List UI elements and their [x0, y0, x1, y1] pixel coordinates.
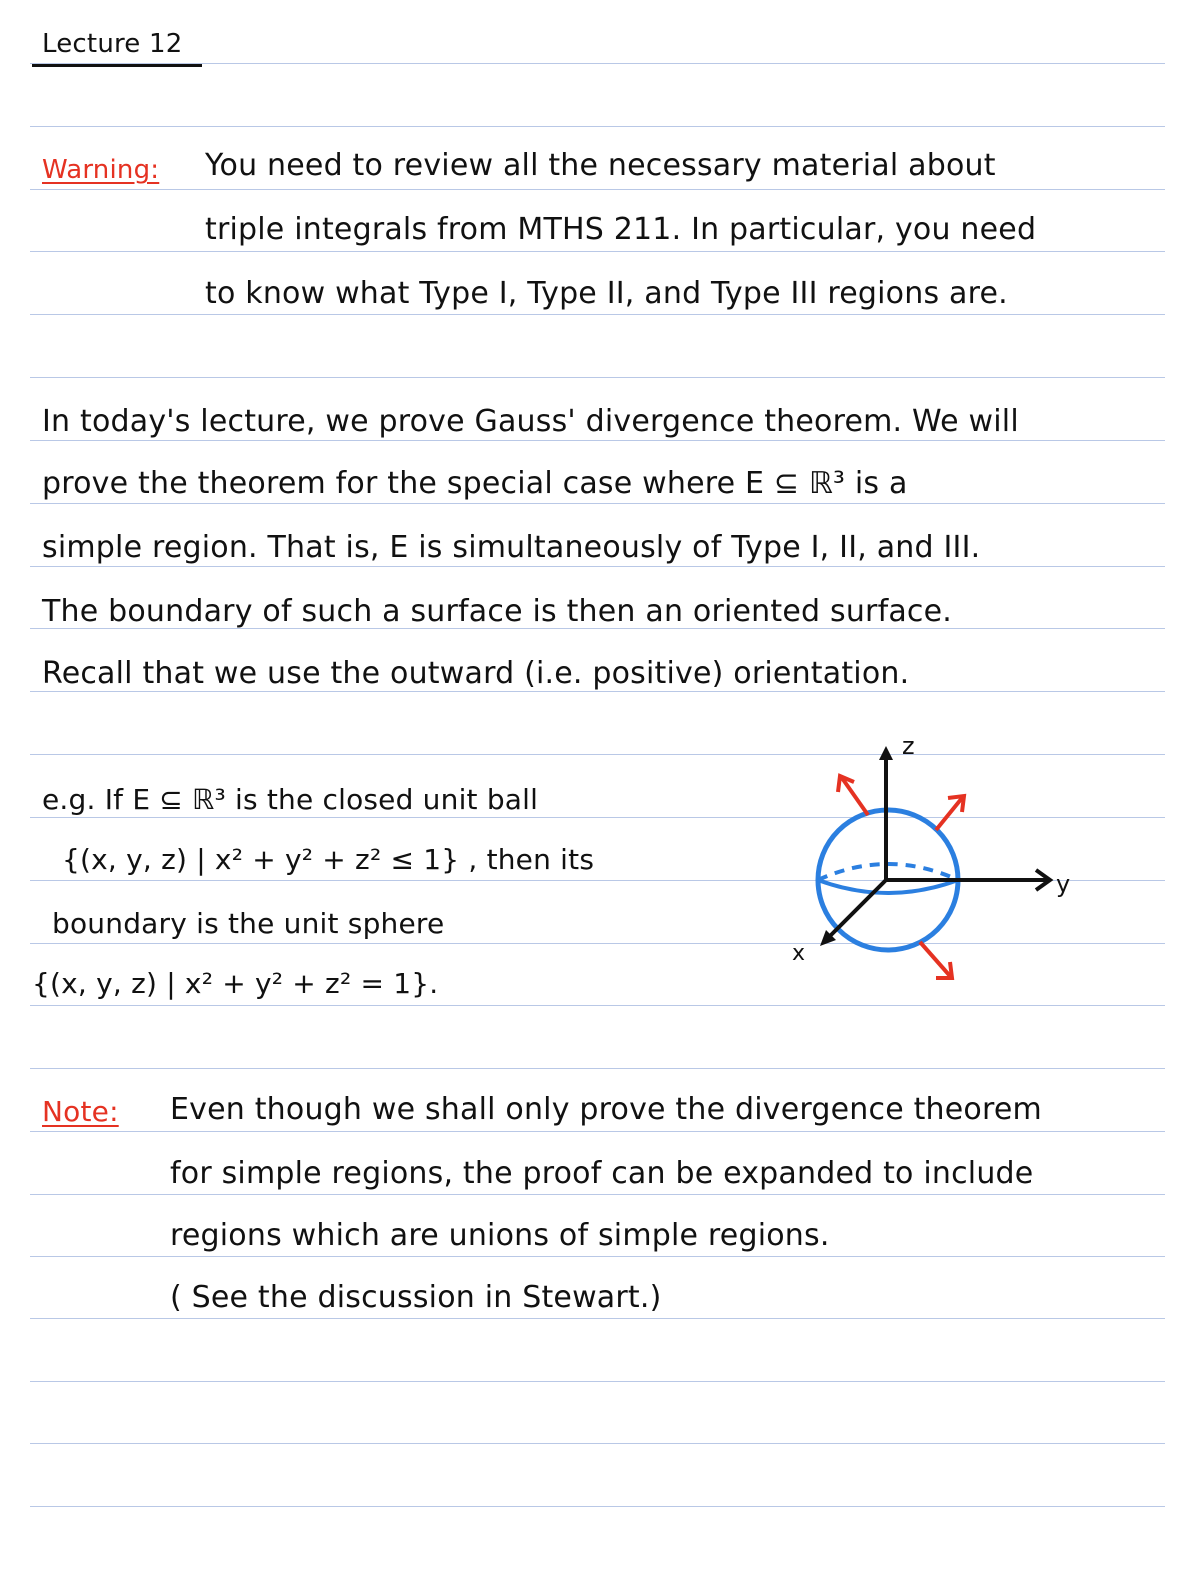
ruled-line: [30, 126, 1165, 127]
ruled-line: [30, 566, 1165, 567]
z-axis-arrowhead: [879, 746, 893, 760]
ruled-line: [30, 503, 1165, 504]
ruled-line: [30, 1194, 1165, 1195]
ruled-line: [30, 251, 1165, 252]
ruled-line: [30, 1068, 1165, 1069]
note-line: for simple regions, the proof can be expanded to include: [170, 1156, 1034, 1191]
intro-line: simple region. That is, E is simultaneously of Type I, II, and III.: [42, 530, 981, 565]
note-line: Even though we shall only prove the divergence theorem: [170, 1092, 1042, 1127]
normal-arrow: [920, 942, 952, 978]
warning-line: triple integrals from MTHS 211. In particular, you need: [205, 212, 1037, 247]
warning-line: to know what Type I, Type II, and Type III regions are.: [205, 276, 1008, 311]
example-line: {(x, y, z) | x² + y² + z² ≤ 1} , then its: [62, 843, 595, 876]
ruled-line: [30, 1381, 1165, 1382]
warning-label: Warning:: [42, 155, 160, 185]
y-axis-label: y: [1056, 870, 1071, 898]
example-line: boundary is the unit sphere: [52, 907, 445, 940]
example-line: e.g. If E ⊆ ℝ³ is the closed unit ball: [42, 783, 539, 816]
ruled-line: [30, 1506, 1165, 1507]
normal-arrow: [838, 776, 868, 815]
title-underline: [32, 64, 202, 67]
unit-sphere-figure: [780, 720, 1100, 1000]
ruled-line: [30, 1318, 1165, 1319]
x-axis-label: x: [792, 941, 806, 966]
note-label: Note:: [42, 1095, 119, 1128]
warning-line: You need to review all the necessary material about: [205, 148, 996, 183]
intro-line: Recall that we use the outward (i.e. positive) orientation.: [42, 656, 910, 691]
ruled-line: [30, 440, 1165, 441]
ruled-line: [30, 314, 1165, 315]
note-line: ( See the discussion in Stewart.): [170, 1280, 662, 1315]
ruled-line: [30, 1443, 1165, 1444]
note-line: regions which are unions of simple regions.: [170, 1218, 830, 1253]
normal-arrow: [936, 796, 964, 830]
ruled-line: [30, 377, 1165, 378]
intro-line: In today's lecture, we prove Gauss' divergence theorem. We will: [42, 404, 1019, 439]
intro-line: The boundary of such a surface is then an oriented surface.: [42, 594, 952, 629]
z-axis-label: z: [902, 732, 915, 760]
ruled-line: [30, 189, 1165, 190]
ruled-line: [30, 1005, 1165, 1006]
ruled-line: [30, 1256, 1165, 1257]
example-line: {(x, y, z) | x² + y² + z² = 1}.: [32, 967, 439, 1000]
intro-line: prove the theorem for the special case where E ⊆ ℝ³ is a: [42, 466, 908, 501]
page-title: Lecture 12: [42, 29, 183, 59]
ruled-line: [30, 1131, 1165, 1132]
